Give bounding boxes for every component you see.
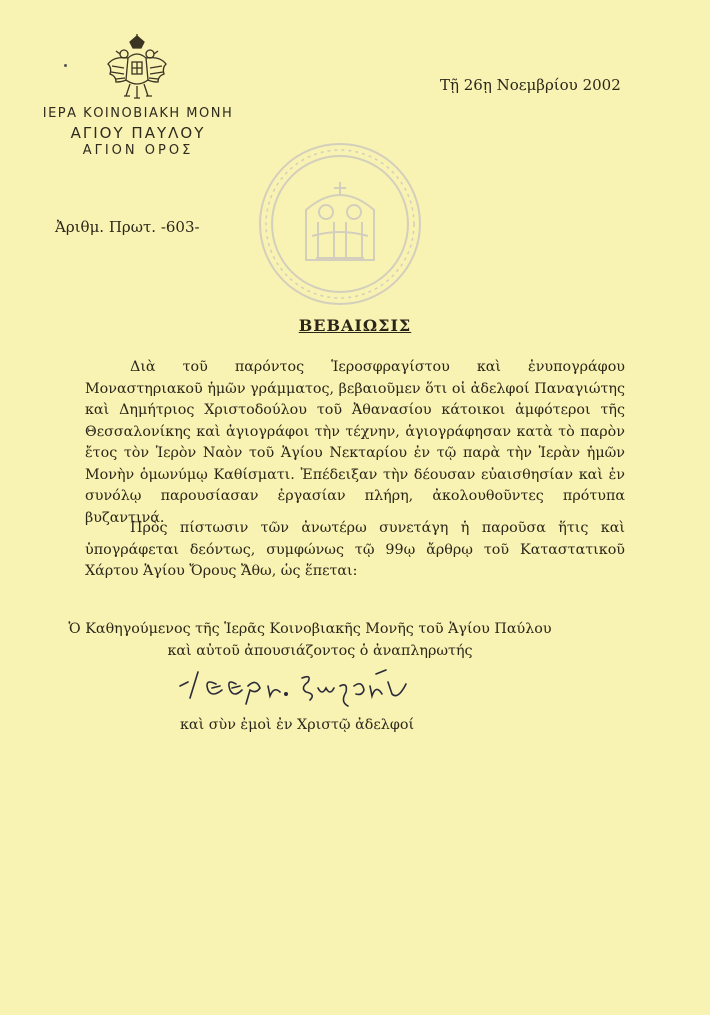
protocol-number: Ἀριθμ. Πρωτ. -603-: [55, 218, 200, 236]
handwritten-signature: [176, 664, 416, 710]
monastery-name-line: ΙΕΡΑ ΚΟΙΝΟΒΙΑΚΗ ΜΟΝΗ: [42, 106, 234, 121]
body-paragraph-1: [85, 357, 625, 529]
paragraph-text: Πρὸς πίστωσιν τῶν ἀνωτέρω συνετάγη ἡ παροῦσα ἥτις καὶ ὑπογράφεται δεόντως, συμφώνως τῷ 99ῳ ἄρθρῳ τοῦ Καταστατικοῦ Χάρτου Ἁγίου Ὄρους Ἄθω, ὡς ἕπεται:: [85, 520, 625, 579]
monastery-location-line: ΑΓΙΟΝ ΟΡΟΣ: [82, 143, 194, 158]
monastery-seal-icon: [256, 140, 424, 308]
double-headed-eagle-icon: [104, 34, 170, 102]
monastery-dedication-line: ΑΓΙΟΥ ΠΑΥΛΟΥ: [70, 124, 206, 142]
margin-mark: [64, 64, 67, 67]
document-title: ΒΕΒΑΙΩΣΙΣ: [298, 316, 412, 335]
body-paragraph-2: [85, 518, 625, 583]
letter-date: Τῇ 26ῃ Νοεμβρίου 2002: [440, 76, 621, 94]
closing-block: [0, 618, 620, 662]
fellows-line: καὶ σὺν ἐμοὶ ἐν Χριστῷ ἀδελφοί: [180, 717, 415, 733]
deputy-line: καὶ αὐτοῦ ἀπουσιάζοντος ὁ ἀναπληρωτής: [167, 643, 473, 659]
abbot-title-line: Ὁ Καθηγούμενος τῆς Ἱερᾶς Κοινοβιακῆς Μονῆς τοῦ Ἁγίου Παύλου: [68, 621, 552, 637]
paragraph-text: Διὰ τοῦ παρόντος Ἱεροσφραγίστου καὶ ἐνυπογράφου Μοναστηριακοῦ ἡμῶν γράμματος, βεβαιοῦμεν ὅτι οἱ ἀδελφοί Παναγιώτης καὶ Δημήτριος Χριστοδούλου τοῦ Ἀθανασίου κάτοικοι ἀμφότεροι τῆς Θεσσαλονίκης καὶ ἁγιογράφοι τὴν τέχνην, ἁγιογράφησαν κατὰ τὸ παρὸν ἔτος τὸν Ἱερὸν Ναὸν τοῦ Ἁγίου Νεκταρίου ἐν τῷ παρὰ τὴν Ἱερὰν ἡμῶν Μονὴν ὁμωνύμῳ Καθίσματι. Ἐπέδειξαν τὴν δέουσαν εὐαισθησίαν καὶ ἐν συνόλῳ παρουσίασαν ἐργασίαν πλήρη, ἀκολουθοῦντες πρότυπα βυζαντινά.: [85, 359, 625, 526]
